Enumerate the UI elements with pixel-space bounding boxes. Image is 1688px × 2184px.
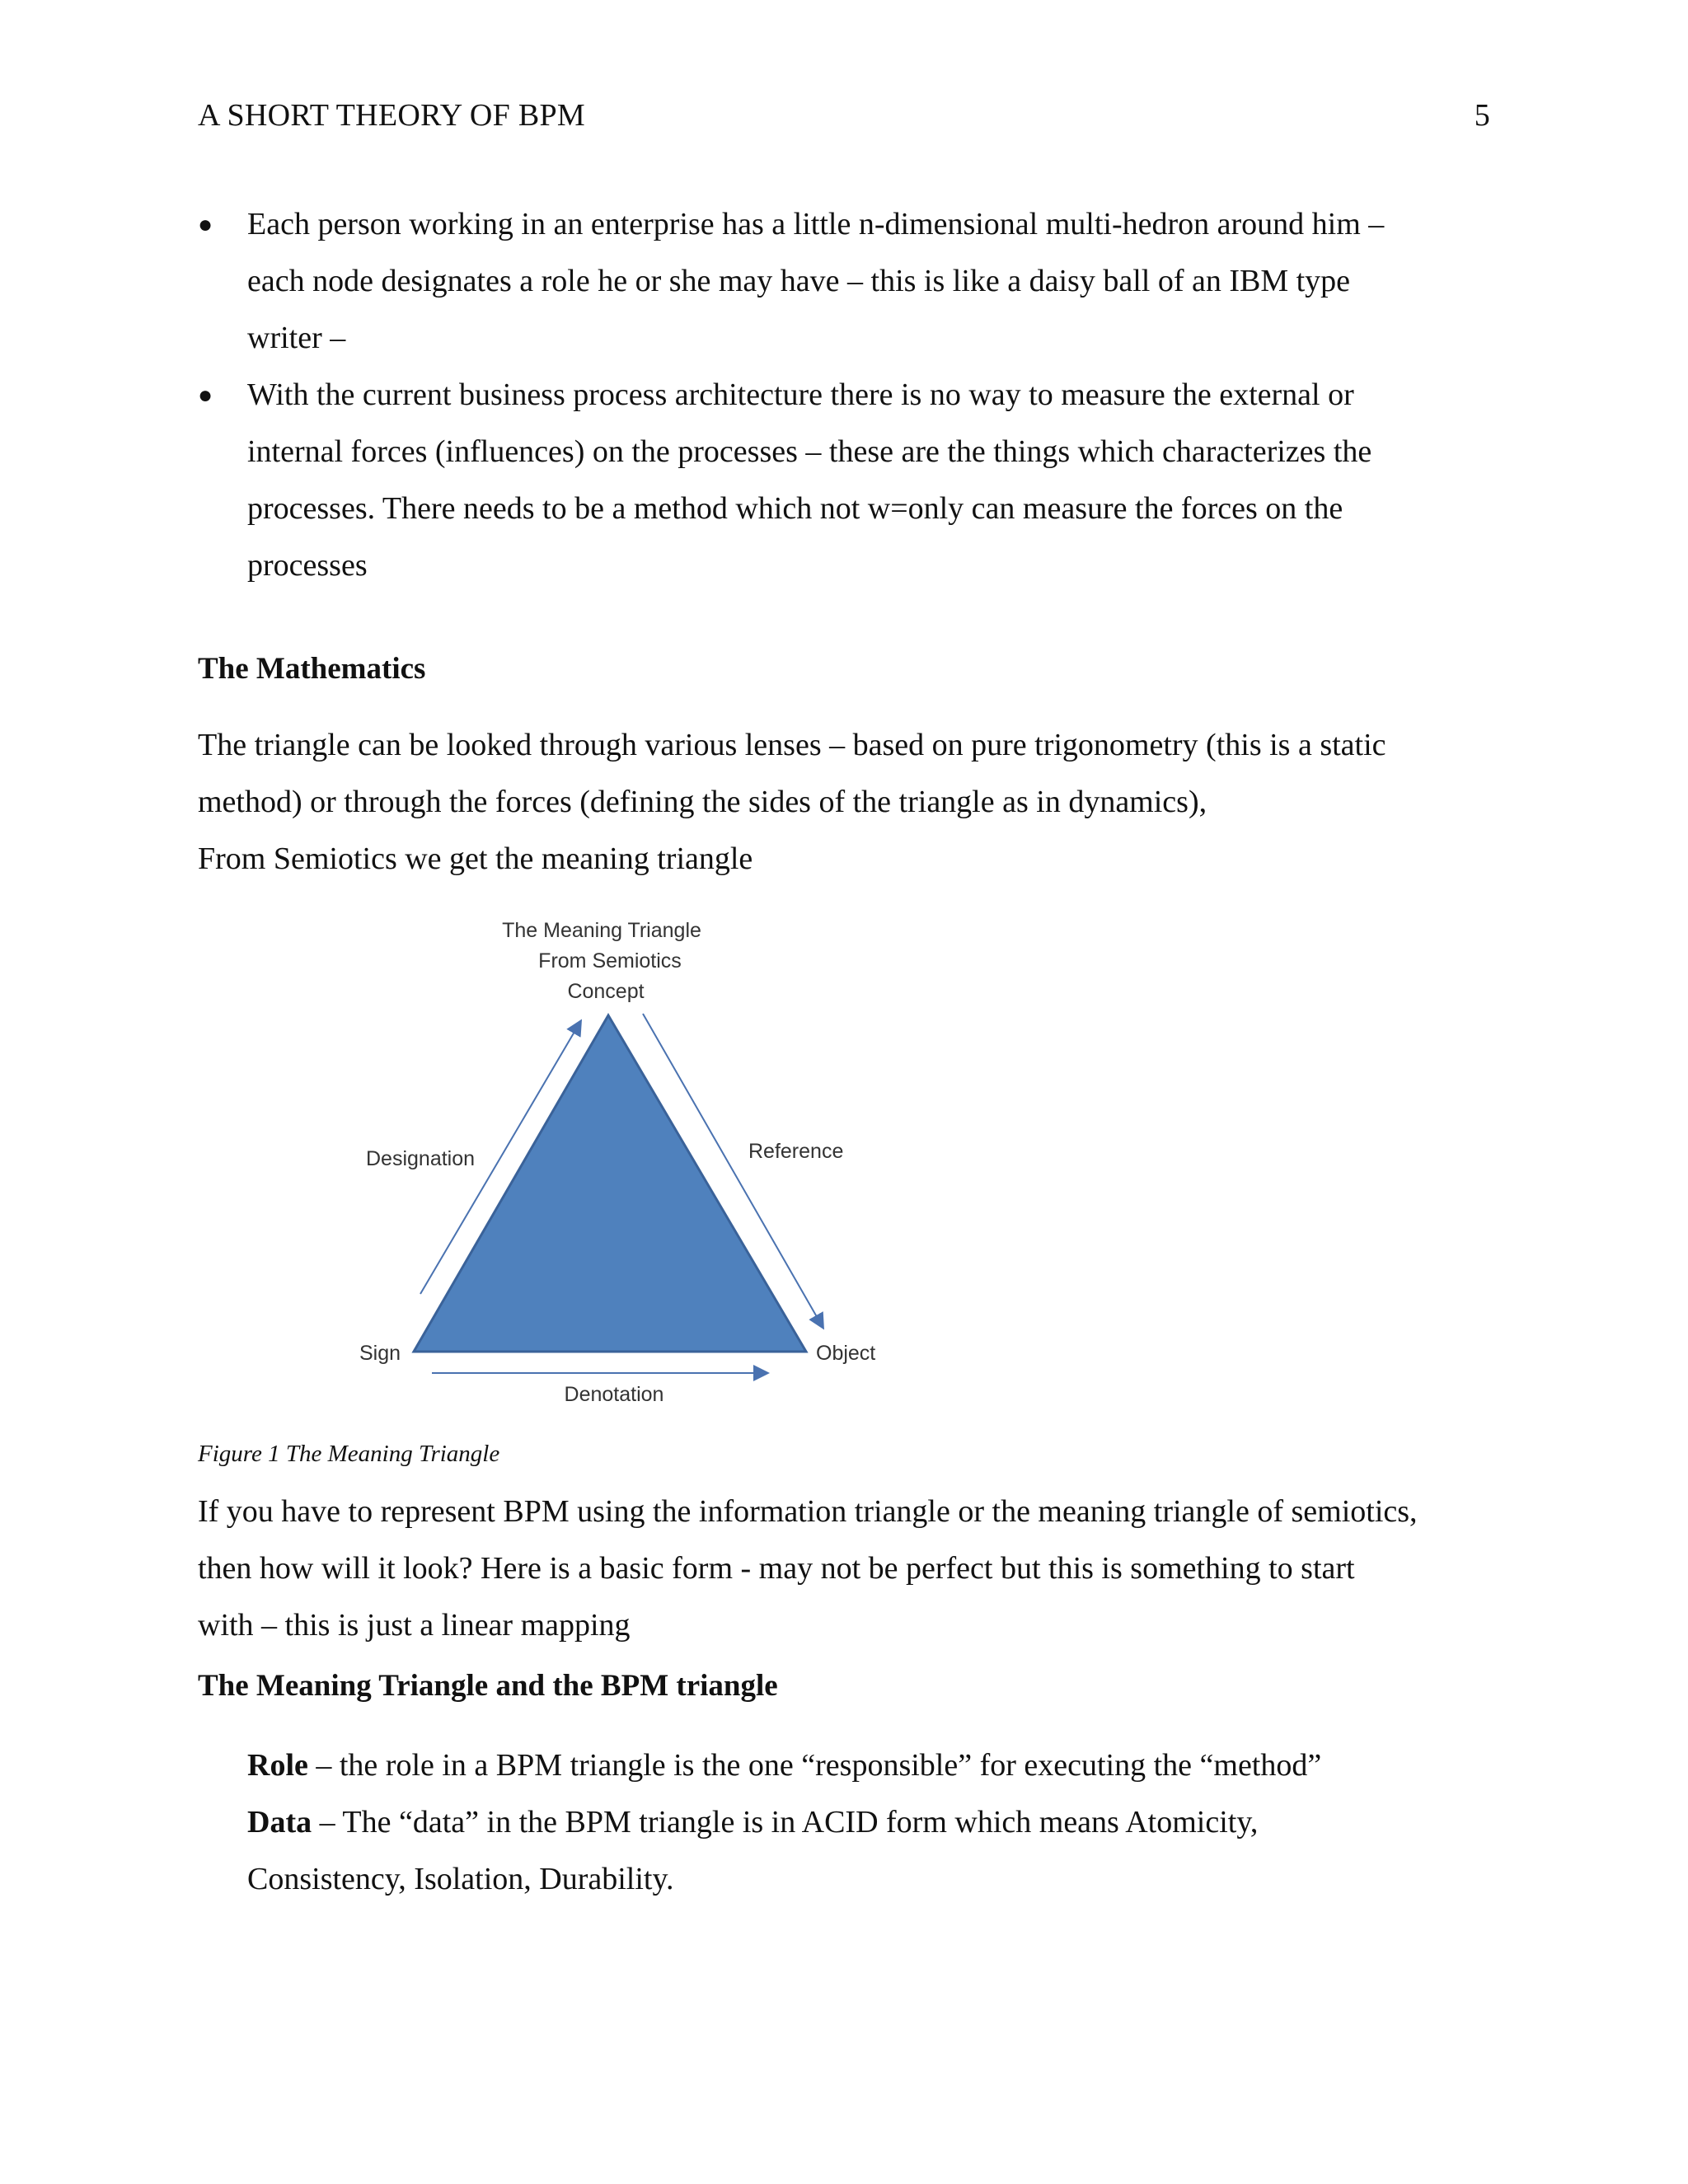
bullet-line: processes	[247, 548, 368, 583]
apex-label-concept: Concept	[567, 980, 645, 1003]
header-title: A SHORT THEORY OF BPM	[198, 98, 585, 133]
vertex-label-sign: Sign	[359, 1342, 401, 1365]
bullet-item-2	[198, 367, 1484, 594]
meaning-triangle-shape	[414, 1015, 806, 1352]
figure-title-line-2: From Semiotics	[538, 949, 682, 972]
term-data: Data	[247, 1805, 312, 1840]
edge-label-denotation: Denotation	[564, 1383, 664, 1406]
paragraph-bpm-mapping	[198, 1483, 1500, 1654]
figure-title-line-1: The Meaning Triangle	[502, 919, 701, 942]
bullet-item-1	[198, 196, 1484, 367]
paragraph-line: From Semiotics we get the meaning triangle	[198, 841, 753, 876]
paragraph-line: then how will it look? Here is a basic form - may not be perfect but this is something to start	[198, 1551, 1355, 1586]
paragraph-mathematics	[198, 717, 1500, 888]
role-definition-text: – the role in a BPM triangle is the one “responsible” for executing the “method”	[307, 1748, 1322, 1783]
meaning-triangle-diagram	[346, 907, 923, 1434]
bullet-list	[198, 196, 1484, 594]
bullet-line: processes. There needs to be a method which not w=only can measure the forces on the	[247, 491, 1343, 526]
bullet-line: With the current business process architecture there is no way to measure the external or	[247, 377, 1354, 412]
section-heading-bpm-triangle: The Meaning Triangle and the BPM triangle	[198, 1669, 778, 1703]
bullet-line: internal forces (influences) on the processes – these are the things which characterizes the	[247, 434, 1372, 469]
page-number: 5	[1474, 98, 1490, 133]
bullet-dot-icon: ●	[198, 211, 213, 238]
definition-list	[247, 1737, 1484, 1908]
paragraph-line: The triangle can be looked through various lenses – based on pure trigonometry (this is a static	[198, 728, 1386, 762]
paragraph-line: with – this is just a linear mapping	[198, 1608, 631, 1643]
running-header	[198, 97, 1490, 134]
edge-label-reference: Reference	[748, 1140, 844, 1163]
data-definition-text: – The “data” in the BPM triangle is in ACID form which means Atomicity,	[312, 1805, 1259, 1840]
figure-caption: Figure 1 The Meaning Triangle	[198, 1441, 500, 1467]
vertex-label-object: Object	[816, 1342, 876, 1365]
edge-label-designation: Designation	[366, 1147, 476, 1170]
bullet-line: writer –	[247, 321, 346, 355]
paragraph-line: If you have to represent BPM using the information triangle or the meaning triangle of semiotics,	[198, 1494, 1418, 1529]
bullet-dot-icon: ●	[198, 382, 213, 409]
section-heading-mathematics: The Mathematics	[198, 652, 426, 686]
bullet-line: Each person working in an enterprise has a little n-dimensional multi-hedron around him –	[247, 207, 1385, 241]
bullet-line: each node designates a role he or she may have – this is like a daisy ball of an IBM type	[247, 264, 1351, 298]
definition-role	[247, 1737, 1484, 1794]
definition-data-continued: Consistency, Isolation, Durability.	[247, 1862, 674, 1896]
meaning-triangle-figure	[346, 907, 923, 1434]
paragraph-line: method) or through the forces (defining the sides of the triangle as in dynamics),	[198, 785, 1207, 819]
definition-data	[247, 1794, 1484, 1851]
term-role: Role	[247, 1748, 308, 1783]
